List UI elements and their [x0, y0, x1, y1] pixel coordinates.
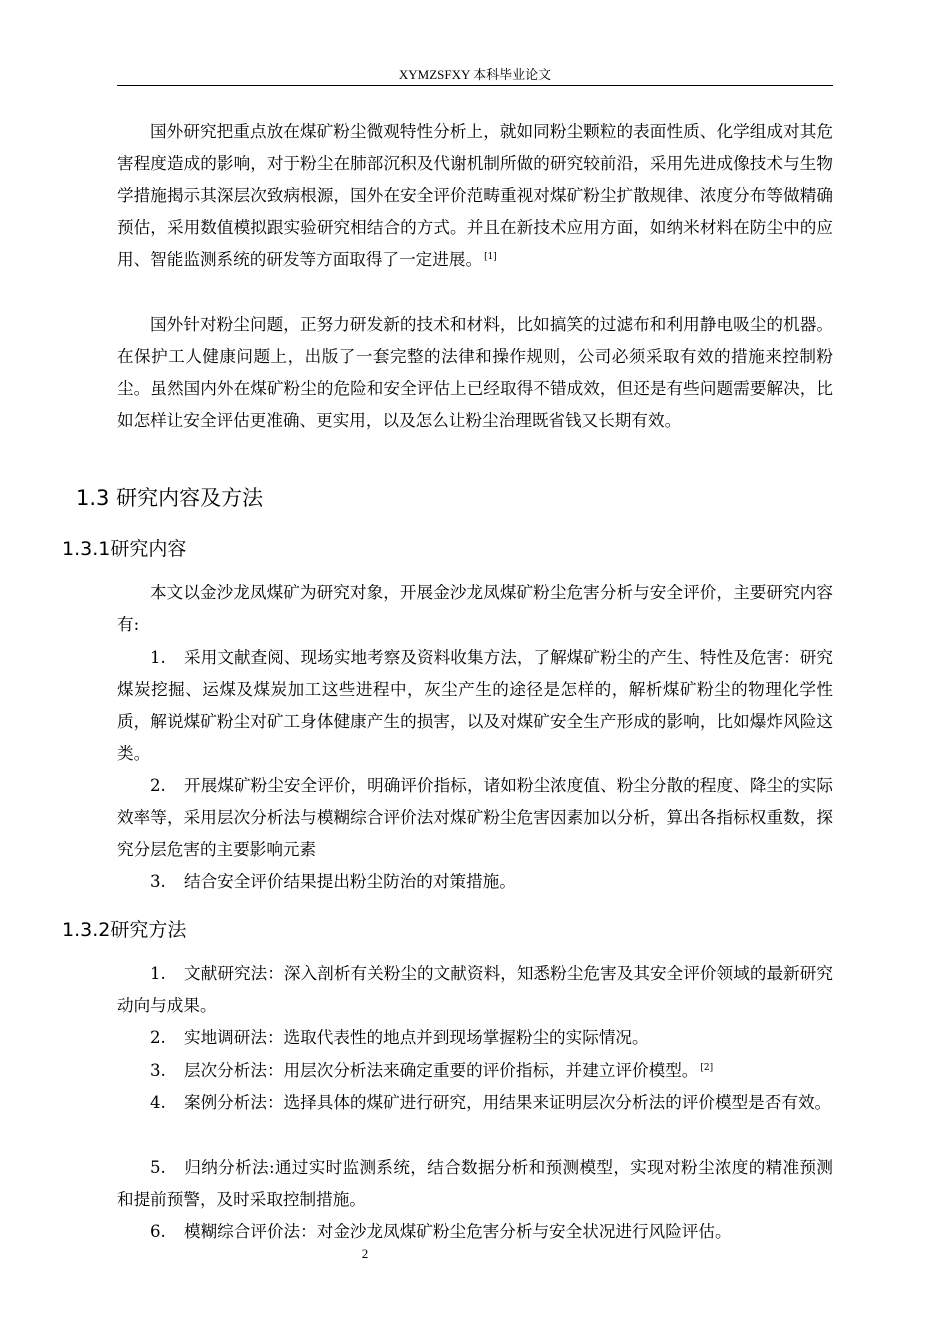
list-number: 1. [150, 964, 166, 983]
list-item [117, 770, 833, 866]
list-item [117, 1087, 833, 1119]
list-text: 开展煤矿粉尘安全评价，明确评价指标，诸如粉尘浓度值、粉尘分散的程度、降尘的实际效率等，采用层次分析法与模糊综合评价法对煤矿粉尘危害因素加以分析，算出各指标权重数，探究分层危害的主要影响元素 [117, 776, 833, 859]
paragraph-text: 国外研究把重点放在煤矿粉尘微观特性分析上，就如同粉尘颗粒的表面性质、化学组成对其危害程度造成的影响，对于粉尘在肺部沉积及代谢机制所做的研究较前沿，采用先进成像技术与生物学措施揭示其深层次致病根源，国外在安全评价范畴重视对煤矿粉尘扩散规律、浓度分布等做精确预估，采用数值模拟跟实验研究相结合的方式。并且在新技术应用方面，如纳米材料在防尘中的应用、智能监测系统的研发等方面取得了一定进展。 [117, 122, 833, 269]
subsection-heading-1-3-2: 1.3.2研究方法 [62, 919, 187, 941]
list-text: 实地调研法：选取代表性的地点并到现场掌握粉尘的实际情况。 [184, 1028, 649, 1047]
list-number: 4. [150, 1093, 166, 1112]
list-item [117, 1055, 833, 1087]
section-heading-1-3: 1.3 研究内容及方法 [76, 486, 264, 510]
subsection-heading-1-3-1: 1.3.1研究内容 [62, 538, 187, 560]
list-item [117, 866, 833, 898]
list-item [117, 1022, 833, 1054]
paragraph-foreign-technology [117, 309, 833, 437]
list-text: 结合安全评价结果提出粉尘防治的对策措施。 [184, 872, 516, 891]
list-number: 2. [150, 776, 166, 795]
paragraph-foreign-research [117, 116, 833, 276]
running-header: XYMZSFXY 本科毕业论文 [398, 67, 552, 82]
citation-ref: [1] [484, 252, 497, 262]
list-number: 6. [150, 1222, 166, 1241]
list-item [117, 1216, 833, 1248]
list-item [117, 642, 833, 770]
list-text: 层次分析法：用层次分析法来确定重要的评价指标，并建立评价模型。 [184, 1061, 699, 1080]
list-text: 模糊综合评价法：对金沙龙凤煤矿粉尘危害分析与安全状况进行风险评估。 [184, 1222, 732, 1241]
list-text: 归纳分析法:通过实时监测系统，结合数据分析和预测模型，实现对粉尘浓度的精准预测和提前预警，及时采取控制措施。 [117, 1158, 833, 1209]
citation-ref: [2] [700, 1063, 714, 1073]
list-text: 采用文献查阅、现场实地考察及资料收集方法，了解煤矿粉尘的产生、特性及危害：研究煤炭挖掘、运煤及煤炭加工这些进程中，灰尘产生的途径是怎样的，解析煤矿粉尘的物理化学性质，解说煤矿粉尘对矿工身体健康产生的损害，以及对煤矿安全生产形成的影响，比如爆炸风险这类。 [117, 648, 833, 763]
list-number: 1. [150, 648, 166, 667]
header-rule [117, 85, 833, 86]
list-number: 5. [150, 1158, 166, 1177]
list-number: 3. [150, 872, 166, 891]
list-number: 3. [150, 1061, 166, 1080]
page-number: 2 [361, 1246, 369, 1261]
paragraph-research-content-intro [117, 577, 833, 641]
list-item [117, 1152, 833, 1216]
list-text: 案例分析法：选择具体的煤矿进行研究，用结果来证明层次分析法的评价模型是否有效。 [184, 1093, 832, 1112]
paragraph-text: 本文以金沙龙凤煤矿为研究对象，开展金沙龙凤煤矿粉尘危害分析与安全评价，主要研究内容有: [117, 583, 833, 634]
paragraph-text: 国外针对粉尘问题，正努力研发新的技术和材料，比如搞笑的过滤布和利用静电吸尘的机器。在保护工人健康问题上，出版了一套完整的法律和操作规则，公司必须采取有效的措施来控制粉尘。虽然国内外在煤矿粉尘的危险和安全评估上已经取得不错成效，但还是有些问题需要解决，比如怎样让安全评估更准确、更实用，以及怎么让粉尘治理既省钱又长期有效。 [117, 315, 833, 430]
list-item [117, 958, 833, 1022]
list-number: 2. [150, 1028, 166, 1047]
list-text: 文献研究法：深入剖析有关粉尘的文献资料，知悉粉尘危害及其安全评价领域的最新研究动向与成果。 [117, 964, 833, 1015]
